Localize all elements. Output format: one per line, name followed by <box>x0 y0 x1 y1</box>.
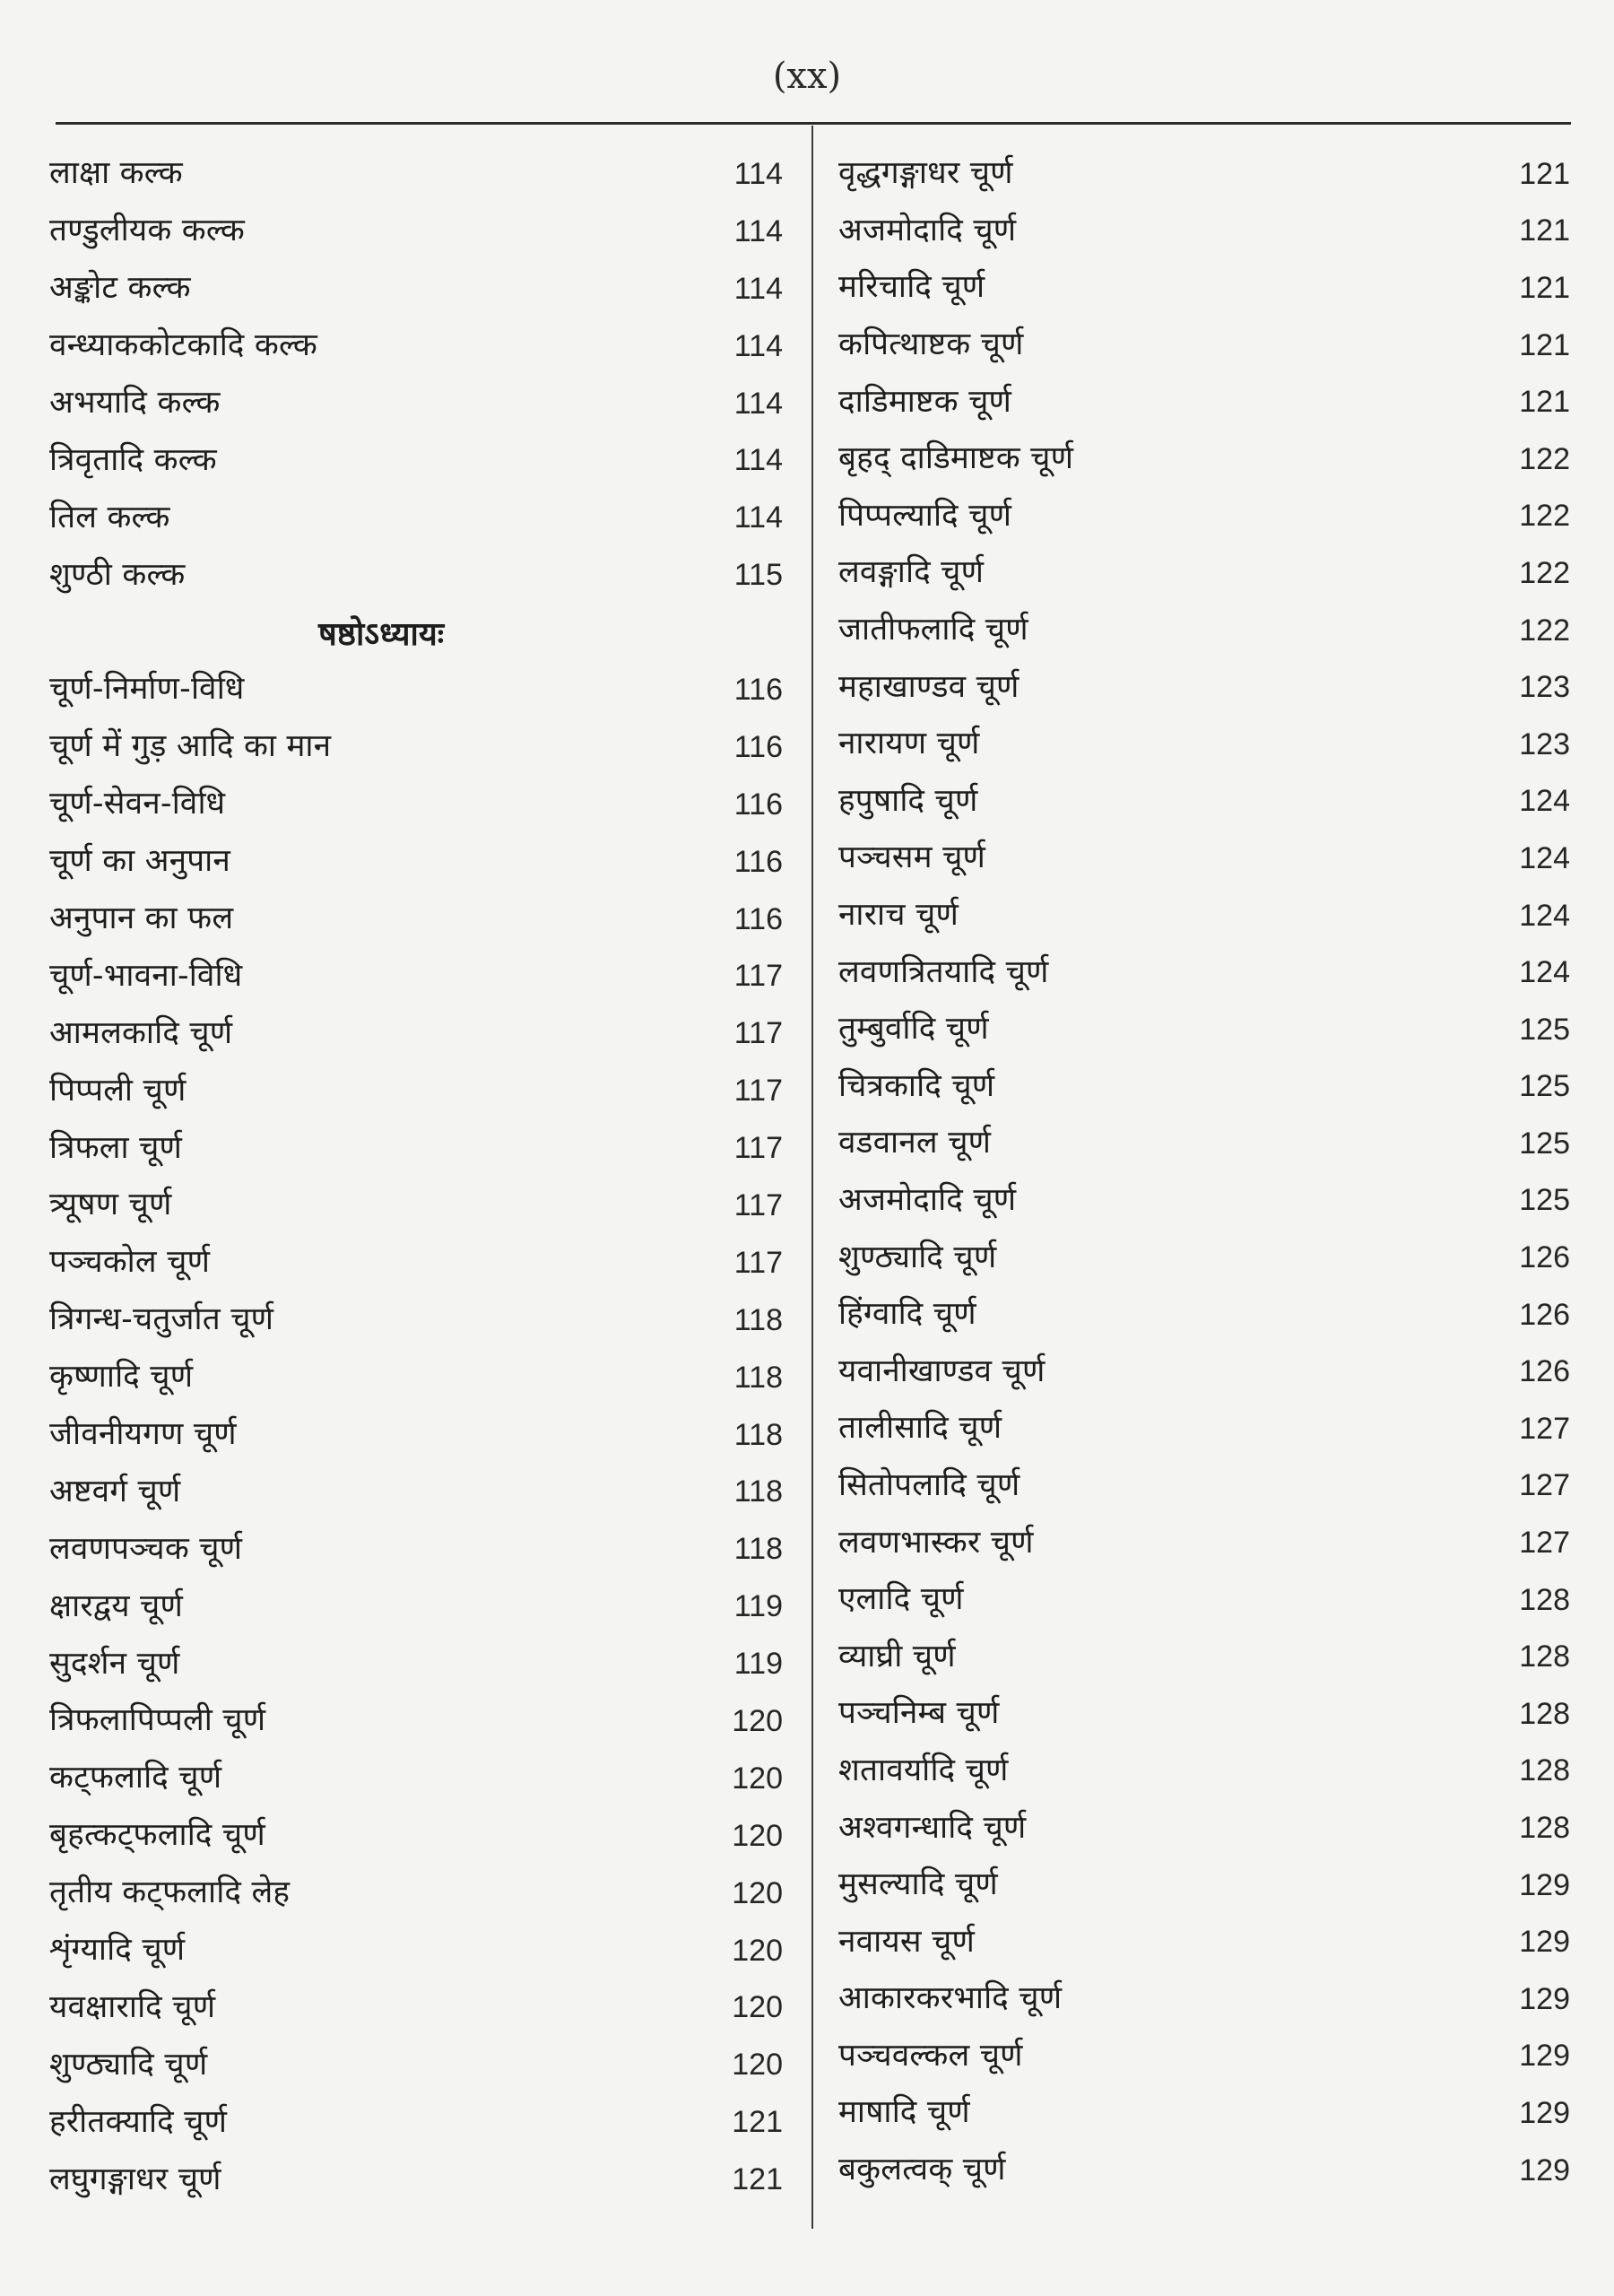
toc-entry-page: 123 <box>1519 726 1570 761</box>
toc-entry <box>49 317 785 375</box>
toc-entry-title: लवङ्गादि चूर्ण <box>838 554 985 591</box>
toc-entry <box>838 830 1572 887</box>
toc-entry-page: 118 <box>733 1417 783 1452</box>
toc-entry-page: 120 <box>732 1818 783 1853</box>
toc-entry-title: हरीतक्यादि चूर्ण <box>49 2103 228 2140</box>
toc-entry-page: 128 <box>1519 1582 1570 1617</box>
toc-entry <box>838 203 1572 260</box>
toc-entry-title: लवणपञ्चक चूर्ण <box>49 1530 243 1567</box>
toc-entry-page: 126 <box>1519 1240 1570 1275</box>
toc-entry <box>838 1685 1572 1743</box>
toc-entry-title: पिप्पली चूर्ण <box>49 1072 187 1109</box>
toc-entry <box>838 488 1572 545</box>
toc-entry-page: 122 <box>1519 441 1570 476</box>
toc-entry <box>838 1457 1572 1515</box>
toc-entry-title: तालीसादि चूर्ण <box>838 1410 1002 1447</box>
toc-entry <box>49 1234 785 1292</box>
toc-entry-page: 124 <box>1519 955 1570 990</box>
toc-entry-title: पञ्चनिम्ब चूर्ण <box>838 1695 1000 1732</box>
toc-entry <box>49 2093 785 2151</box>
page-number: (xx) <box>772 56 842 97</box>
toc-entry <box>838 1628 1572 1685</box>
toc-entry <box>49 2036 785 2093</box>
toc-entry-title: शुण्ठ्यादि चूर्ण <box>838 1239 997 1275</box>
toc-entry-title: व्याघ्री चूर्ण <box>838 1638 956 1674</box>
toc-entry-page: 118 <box>733 1474 783 1509</box>
toc-entry-page: 125 <box>1519 1069 1570 1104</box>
toc-entry-title: बकुलत्वक् चूर्ण <box>838 2152 1006 2188</box>
toc-entry-title: हपुषादि चूर्ण <box>838 782 978 819</box>
toc-entry-title: चूर्ण में गुड़ आदि का मान <box>49 728 332 765</box>
toc-entry-page: 129 <box>1519 1867 1570 1902</box>
toc-entry-page: 117 <box>733 1016 783 1051</box>
toc-entry-title: त्र्यूषण चूर्ण <box>49 1187 172 1223</box>
toc-entry-page: 116 <box>733 844 783 879</box>
toc-entry <box>49 1520 785 1578</box>
toc-entry <box>838 430 1572 488</box>
toc-entry-title: लघुगङ्गाधर चूर्ण <box>49 2161 221 2197</box>
toc-entry-page: 124 <box>1519 840 1570 875</box>
toc-entry-page: 117 <box>733 1074 783 1109</box>
toc-entry-title: वृद्धगङ्गाधर चूर्ण <box>838 155 1013 192</box>
toc-entry-page: 120 <box>732 1933 783 1968</box>
toc-entry <box>838 373 1572 430</box>
toc-entry-page: 121 <box>1519 327 1570 362</box>
toc-entry <box>49 546 785 604</box>
toc-entry-page: 125 <box>1519 1183 1570 1218</box>
toc-entry-page: 120 <box>732 1990 783 2025</box>
toc-entry-page: 129 <box>1519 2095 1570 2130</box>
toc-entry-page: 128 <box>1519 1811 1570 1846</box>
toc-entry <box>49 1292 785 1349</box>
toc-entry-title: चूर्ण का अनुपान <box>49 843 231 880</box>
toc-entry-title: अनुपान का फल <box>49 900 234 937</box>
toc-entry-title: त्रिवृतादि कल्क <box>49 441 217 478</box>
toc-entry <box>838 1857 1572 1914</box>
toc-entry <box>838 317 1572 374</box>
toc-entry-title: एलादि चूर्ण <box>838 1581 964 1618</box>
toc-entry <box>838 1343 1572 1400</box>
toc-entry <box>49 1062 785 1119</box>
toc-entry <box>838 658 1572 716</box>
toc-entry <box>49 1692 785 1750</box>
toc-group-churna <box>49 661 785 2208</box>
toc-entry-title: अभयादि कल्क <box>49 385 221 421</box>
toc-entry <box>49 431 785 489</box>
toc-entry <box>838 145 1572 203</box>
toc-entry-page: 114 <box>733 156 783 191</box>
toc-entry-page: 115 <box>733 558 783 593</box>
toc-entry-page: 127 <box>1519 1526 1570 1561</box>
toc-entry-page: 114 <box>733 443 783 478</box>
toc-entry-page: 121 <box>1519 270 1570 305</box>
toc-entry-page: 116 <box>733 787 783 822</box>
toc-entry-title: जातीफलादि चूर्ण <box>838 612 1028 648</box>
toc-entry-page: 120 <box>732 2048 783 2083</box>
toc-entry-title: सितोपलादि चूर्ण <box>838 1466 1020 1503</box>
toc-entry-page: 117 <box>733 1245 783 1280</box>
toc-entry-page: 119 <box>733 1647 783 1682</box>
toc-entry-title: पञ्चसम चूर्ण <box>838 839 985 876</box>
toc-entry-title: शुण्ठ्यादि चूर्ण <box>49 2046 208 2083</box>
toc-entry-title: अष्टवर्ग चूर्ण <box>49 1473 181 1509</box>
toc-entry <box>49 203 785 260</box>
toc-entry-title: तिल कल्क <box>49 499 170 535</box>
toc-entry-title: चित्रकादि चूर्ण <box>838 1067 995 1104</box>
toc-entry-title: अजमोदादि चूर्ण <box>838 212 1017 248</box>
toc-entry <box>838 1172 1572 1230</box>
toc-entry-page: 114 <box>733 386 783 421</box>
toc-entry-page: 120 <box>732 1875 783 1910</box>
toc-entry-title: अश्वगन्धादि चूर्ण <box>838 1809 1027 1846</box>
toc-entry <box>838 887 1572 944</box>
toc-entry <box>838 2142 1572 2199</box>
toc-entry-page: 119 <box>733 1589 783 1624</box>
toc-entry <box>49 891 785 948</box>
toc-entry-title: शतावर्यादि चूर्ण <box>838 1752 1009 1788</box>
toc-entry-page: 125 <box>1519 1126 1570 1161</box>
toc-entry-page: 127 <box>1519 1411 1570 1446</box>
toc-entry-title: लवणभास्कर चूर्ण <box>838 1524 1034 1561</box>
toc-entry-page: 124 <box>1519 784 1570 819</box>
toc-entry <box>49 1865 785 1922</box>
toc-entry-title: तृतीय कट्फलादि लेह <box>49 1874 291 1911</box>
left-column <box>49 145 785 2208</box>
toc-entry <box>838 1571 1572 1629</box>
toc-entry-page: 120 <box>732 1703 783 1738</box>
toc-entry <box>49 2151 785 2208</box>
toc-entry-title: कपित्थाष्टक चूर्ण <box>838 326 1024 363</box>
toc-entry <box>838 1115 1572 1172</box>
toc-entry <box>49 1349 785 1406</box>
toc-entry-title: नारायण चूर्ण <box>838 726 980 762</box>
toc-entry-title: लवणत्रितयादि चूर्ण <box>838 953 1049 990</box>
toc-entry-title: चूर्ण-सेवन-विधि <box>49 786 226 822</box>
toc-entry-title: लाक्षा कल्क <box>49 155 183 192</box>
toc-entry-page: 121 <box>1519 213 1570 248</box>
toc-entry-title: जीवनीयगण चूर्ण <box>49 1416 237 1453</box>
toc-entry-title: चूर्ण-निर्माण-विधि <box>49 671 245 708</box>
toc-entry <box>49 1922 785 1979</box>
toc-entry <box>838 2028 1572 2085</box>
toc-entry <box>49 1463 785 1520</box>
toc-entry-title: पञ्चवल्कल चूर्ण <box>838 2037 1023 2074</box>
toc-entry-page: 126 <box>1519 1354 1570 1389</box>
toc-entry-page: 118 <box>733 1532 783 1567</box>
toc-entry-title: सुदर्शन चूर्ण <box>49 1645 180 1682</box>
toc-entry <box>838 1799 1572 1857</box>
header-rule <box>56 122 1571 125</box>
toc-entry-page: 117 <box>733 1131 783 1166</box>
toc-entry-page: 129 <box>1519 1981 1570 2016</box>
toc-entry <box>49 1635 785 1692</box>
toc-entry <box>49 260 785 317</box>
toc-entry <box>49 1578 785 1635</box>
toc-entry <box>49 145 785 203</box>
toc-entry-title: दाडिमाष्टक चूर्ण <box>838 383 1012 420</box>
toc-entry-page: 129 <box>1519 1925 1570 1960</box>
toc-entry <box>838 1913 1572 1970</box>
toc-entry-title: वडवानल चूर्ण <box>838 1125 992 1161</box>
toc-entry-title: मुसल्यादि चूर्ण <box>838 1866 998 1903</box>
toc-entry-page: 122 <box>1519 555 1570 590</box>
toc-entry-page: 128 <box>1519 1696 1570 1731</box>
toc-entry <box>838 1743 1572 1800</box>
toc-entry-title: अङ्कोट कल्क <box>49 270 191 307</box>
toc-entry-title: यवक्षारादि चूर्ण <box>49 1988 216 2025</box>
toc-entry-page: 129 <box>1519 2152 1570 2187</box>
toc-entry-page: 128 <box>1519 1639 1570 1674</box>
toc-entry <box>49 1406 785 1464</box>
toc-entry-title: त्रिगन्ध-चतुर्जात चूर्ण <box>49 1301 274 1338</box>
toc-entry <box>838 1058 1572 1116</box>
toc-entry-title: कट्फलादि चूर्ण <box>49 1760 222 1796</box>
toc-entry <box>49 1177 785 1234</box>
toc-entry-title: यवानीखाण्डव चूर्ण <box>838 1352 1046 1389</box>
toc-entry-page: 118 <box>733 1302 783 1337</box>
toc-entry-page: 116 <box>733 729 783 764</box>
toc-entry-title: तण्डुलीयक कल्क <box>49 213 245 249</box>
toc-entry <box>49 718 785 776</box>
toc-entry <box>838 2084 1572 2142</box>
toc-entry-page: 123 <box>1519 670 1570 705</box>
toc-entry <box>49 1807 785 1865</box>
toc-entry-title: अजमोदादि चूर्ण <box>838 1181 1017 1218</box>
toc-entry-title: मरिचादि चूर्ण <box>838 269 985 306</box>
toc-entry-page: 114 <box>733 500 783 535</box>
toc-entry <box>838 716 1572 773</box>
toc-entry-title: बृहद् दाडिमाष्टक चूर्ण <box>838 440 1074 477</box>
toc-entry-title: क्षारद्वय चूर्ण <box>49 1587 183 1624</box>
toc-entry <box>838 1229 1572 1286</box>
toc-entry-title: महाखाण्डव चूर्ण <box>838 668 1020 705</box>
toc-entry-title: पिप्पल्यादि चूर्ण <box>838 497 1012 534</box>
toc-entry <box>49 776 785 833</box>
toc-entry-page: 121 <box>1519 156 1570 191</box>
toc-entry-title: त्रिफलापिप्पली चूर्ण <box>49 1702 266 1739</box>
toc-entry <box>838 259 1572 317</box>
toc-entry-page: 129 <box>1519 2039 1570 2074</box>
toc-entry <box>838 1400 1572 1457</box>
toc-entry <box>838 1514 1572 1571</box>
toc-entry <box>838 1286 1572 1344</box>
toc-entry-title: बृहत्कट्फलादि चूर्ण <box>49 1817 265 1854</box>
toc-entry-page: 117 <box>733 1187 783 1222</box>
toc-entry <box>838 544 1572 602</box>
toc-entry-title: नाराच चूर्ण <box>838 897 959 934</box>
toc-entry <box>838 944 1572 1001</box>
toc-entry-page: 114 <box>733 328 783 363</box>
right-column <box>838 145 1572 2198</box>
toc-entry-page: 116 <box>733 901 783 936</box>
toc-entry <box>49 833 785 891</box>
toc-entry-page: 122 <box>1519 613 1570 648</box>
toc-entry-page: 122 <box>1519 499 1570 534</box>
toc-entry <box>838 1970 1572 2028</box>
toc-entry-page: 125 <box>1519 1012 1570 1047</box>
toc-entry-page: 124 <box>1519 898 1570 933</box>
toc-entry-title: आमलकादि चूर्ण <box>49 1014 233 1051</box>
toc-entry-title: आकारकरभादि चूर्ण <box>838 1980 1063 2017</box>
toc-entry-title: नवायस चूर्ण <box>838 1923 975 1960</box>
toc-entry-title: त्रिफला चूर्ण <box>49 1129 183 1166</box>
toc-entry-page: 120 <box>732 1761 783 1796</box>
toc-entry-title: तुम्बुर्वादि चूर्ण <box>838 1011 989 1048</box>
toc-entry <box>49 1750 785 1807</box>
toc-entry-title: शृंग्यादि चूर्ण <box>49 1932 186 1969</box>
toc-entry-title: शुण्ठी कल्क <box>49 556 186 593</box>
section-heading: षष्ठोऽध्यायः <box>317 615 445 653</box>
toc-entry-page: 118 <box>733 1360 783 1395</box>
toc-entry <box>838 602 1572 659</box>
toc-group-kalka <box>49 145 785 604</box>
toc-entry-page: 121 <box>732 2105 783 2140</box>
toc-entry <box>49 489 785 546</box>
toc-entry <box>838 773 1572 831</box>
toc-entry <box>49 375 785 432</box>
toc-entry-page: 117 <box>733 959 783 994</box>
toc-entry-page: 126 <box>1519 1297 1570 1332</box>
toc-entry-title: वन्ध्याककोटकादि कल्क <box>49 327 318 364</box>
toc-entry-page: 121 <box>1519 385 1570 420</box>
toc-entry <box>49 947 785 1004</box>
toc-entry-title: चूर्ण-भावना-विधि <box>49 957 243 994</box>
toc-entry-title: हिंग्वादि चूर्ण <box>838 1296 976 1333</box>
toc-entry <box>49 1979 785 2037</box>
toc-entry-title: माषादि चूर्ण <box>838 2094 970 2131</box>
column-divider <box>811 126 813 2229</box>
toc-entry-page: 128 <box>1519 1753 1570 1788</box>
toc-entry-page: 114 <box>733 271 783 306</box>
toc-entry-page: 114 <box>733 213 783 248</box>
toc-entry <box>838 1001 1572 1058</box>
toc-entry-page: 121 <box>732 2162 783 2197</box>
toc-entry-title: पञ्चकोल चूर्ण <box>49 1244 211 1281</box>
toc-entry-title: कृष्णादि चूर्ण <box>49 1359 194 1396</box>
toc-entry <box>49 1004 785 1062</box>
toc-entry <box>49 661 785 718</box>
toc-entry <box>49 1119 785 1177</box>
toc-entry-page: 127 <box>1519 1468 1570 1503</box>
toc-entry-page: 116 <box>733 672 783 707</box>
